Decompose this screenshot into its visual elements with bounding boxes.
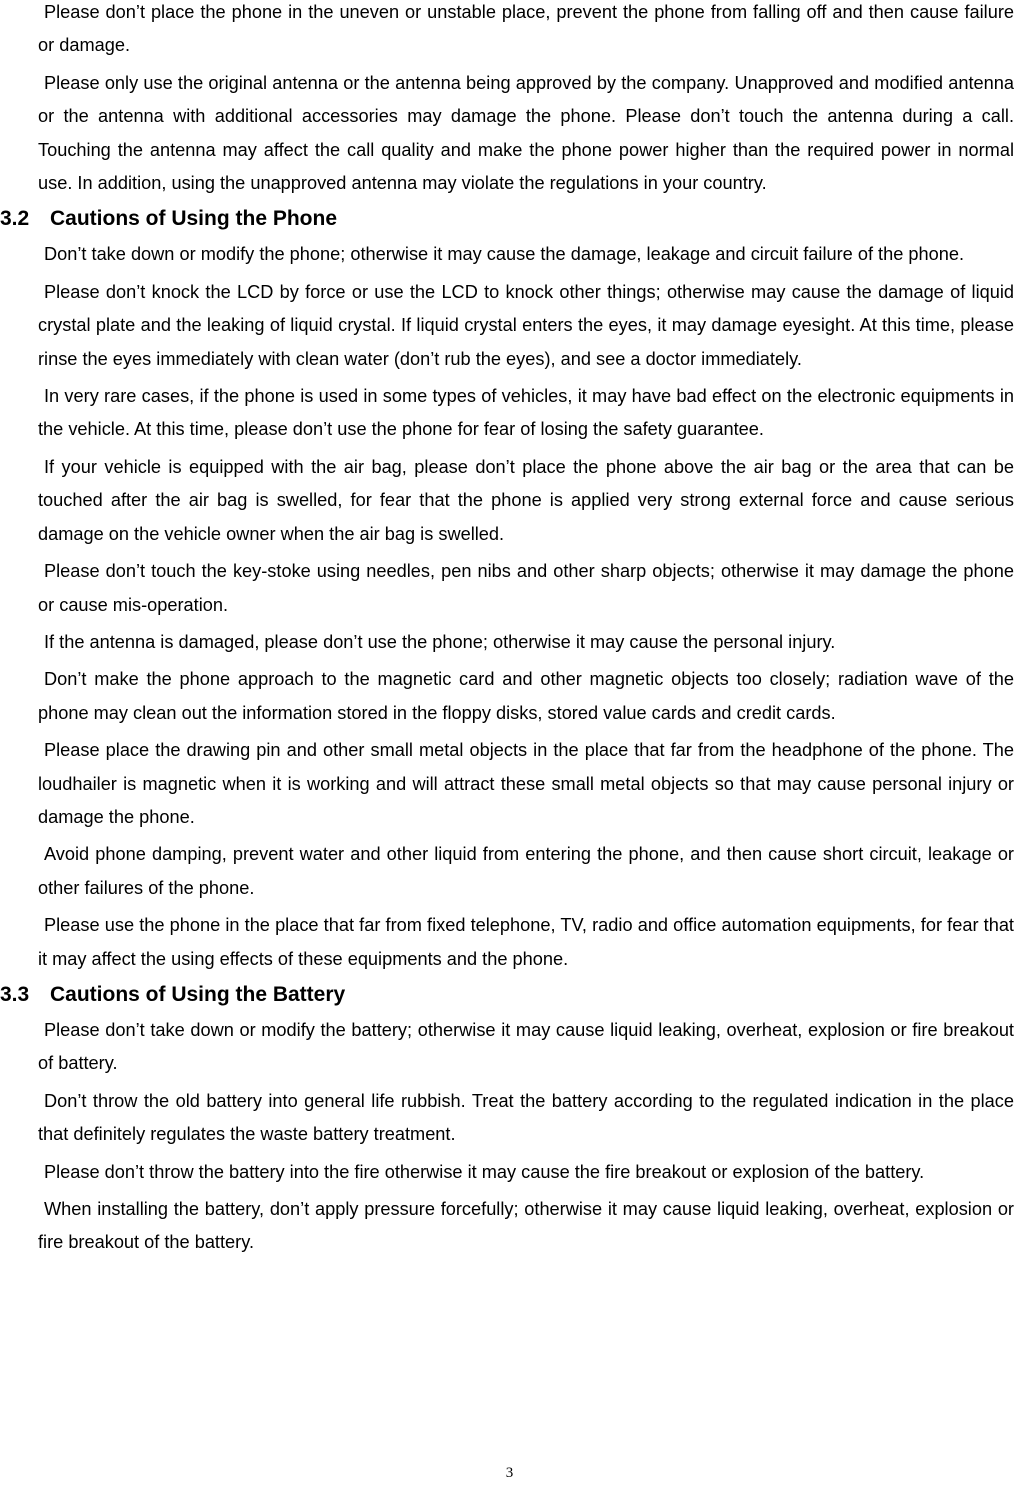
section-number: 3.2 <box>0 207 30 231</box>
battery-paragraph-3: Please don’t throw the battery into the fire otherwise it may cause the fire breakout or explosion of the battery. <box>44 1161 925 1182</box>
phone-paragraph-9: Avoid phone damping, prevent water and other liquid from entering the phone, and then cause short circuit, leakage or other failures of the phone. <box>38 844 1014 898</box>
phone-paragraph-10: Please use the phone in the place that far from fixed telephone, TV, radio and office automation equipments, for fear that it may affect the using effects of these equipments and the phone. <box>38 915 1014 969</box>
section-title: Cautions of Using the Phone <box>50 207 337 231</box>
section-number: 3.3 <box>0 982 30 1006</box>
section-title: Cautions of Using the Battery <box>50 982 346 1006</box>
phone-paragraph-5: Please don’t touch the key-stoke using needles, pen nibs and other sharp objects; otherwise it may damage the phone or cause mis-operation. <box>38 561 1014 615</box>
phone-paragraph-2: Please don’t knock the LCD by force or use the LCD to knock other things; otherwise may cause the damage of liquid crystal plate and the leaking of liquid crystal. If liquid crystal enters the eyes, it may damage eyesight. At this time, please rinse the eyes immediately with clean water (don’t rub the eyes), and see a doctor immediately. <box>38 281 1014 369</box>
battery-paragraph-4: When installing the battery, don’t apply pressure forcefully; otherwise it may cause liquid leaking, overheat, explosion or fire breakout of the battery. <box>38 1199 1014 1253</box>
phone-paragraph-6: If the antenna is damaged, please don’t use the phone; otherwise it may cause the personal injury. <box>44 631 836 652</box>
intro-section <box>0 0 1019 200</box>
intro-paragraph-1: Please don’t place the phone in the uneven or unstable place, prevent the phone from falling off and then cause failure or damage. <box>38 2 1014 56</box>
intro-paragraph-2: Please only use the original antenna or the antenna being approved by the company. Unapproved and modified antenna or the antenna with additional accessories may damage the phone. Please don’t touch the antenna during a call. Touching the antenna may affect the call quality and make the phone power higher than the required power in normal use. In addition, using the unapproved antenna may violate the regulations in your country. <box>38 72 1014 194</box>
phone-paragraph-3: In very rare cases, if the phone is used in some types of vehicles, it may have bad effect on the electronic equipments in the vehicle. At this time, please don’t use the phone for fear of losing the safety guarantee. <box>38 386 1014 440</box>
section-battery-cautions <box>0 980 1019 1260</box>
section-heading-phone <box>0 204 1019 238</box>
phone-paragraph-8: Please place the drawing pin and other small metal objects in the place that far from the headphone of the phone. The loudhailer is magnetic when it is working and will attract these small metal objects so that may cause personal injury or damage the phone. <box>38 740 1014 827</box>
battery-paragraph-1: Please don’t take down or modify the battery; otherwise it may cause liquid leaking, overheat, explosion or fire breakout of battery. <box>38 1019 1014 1074</box>
section-phone-cautions <box>0 204 1019 976</box>
phone-paragraph-1: Don’t take down or modify the phone; otherwise it may cause the damage, leakage and circuit failure of the phone. <box>44 244 965 265</box>
phone-paragraph-7: Don’t make the phone approach to the magnetic card and other magnetic objects too closely; radiation wave of the phone may clean out the information stored in the floppy disks, stored value cards and credit cards. <box>38 669 1014 723</box>
page-number: 3 <box>505 1465 514 1481</box>
phone-paragraph-4: If your vehicle is equipped with the air bag, please don’t place the phone above the air bag or the area that can be touched after the air bag is swelled, for fear that the phone is applied very strong external force and cause serious damage on the vehicle owner when the air bag is swelled. <box>38 456 1014 544</box>
section-heading-battery <box>0 980 1019 1014</box>
battery-paragraph-2: Don’t throw the old battery into general life rubbish. Treat the battery according to the regulated indication in the place that definitely regulates the waste battery treatment. <box>38 1090 1014 1145</box>
